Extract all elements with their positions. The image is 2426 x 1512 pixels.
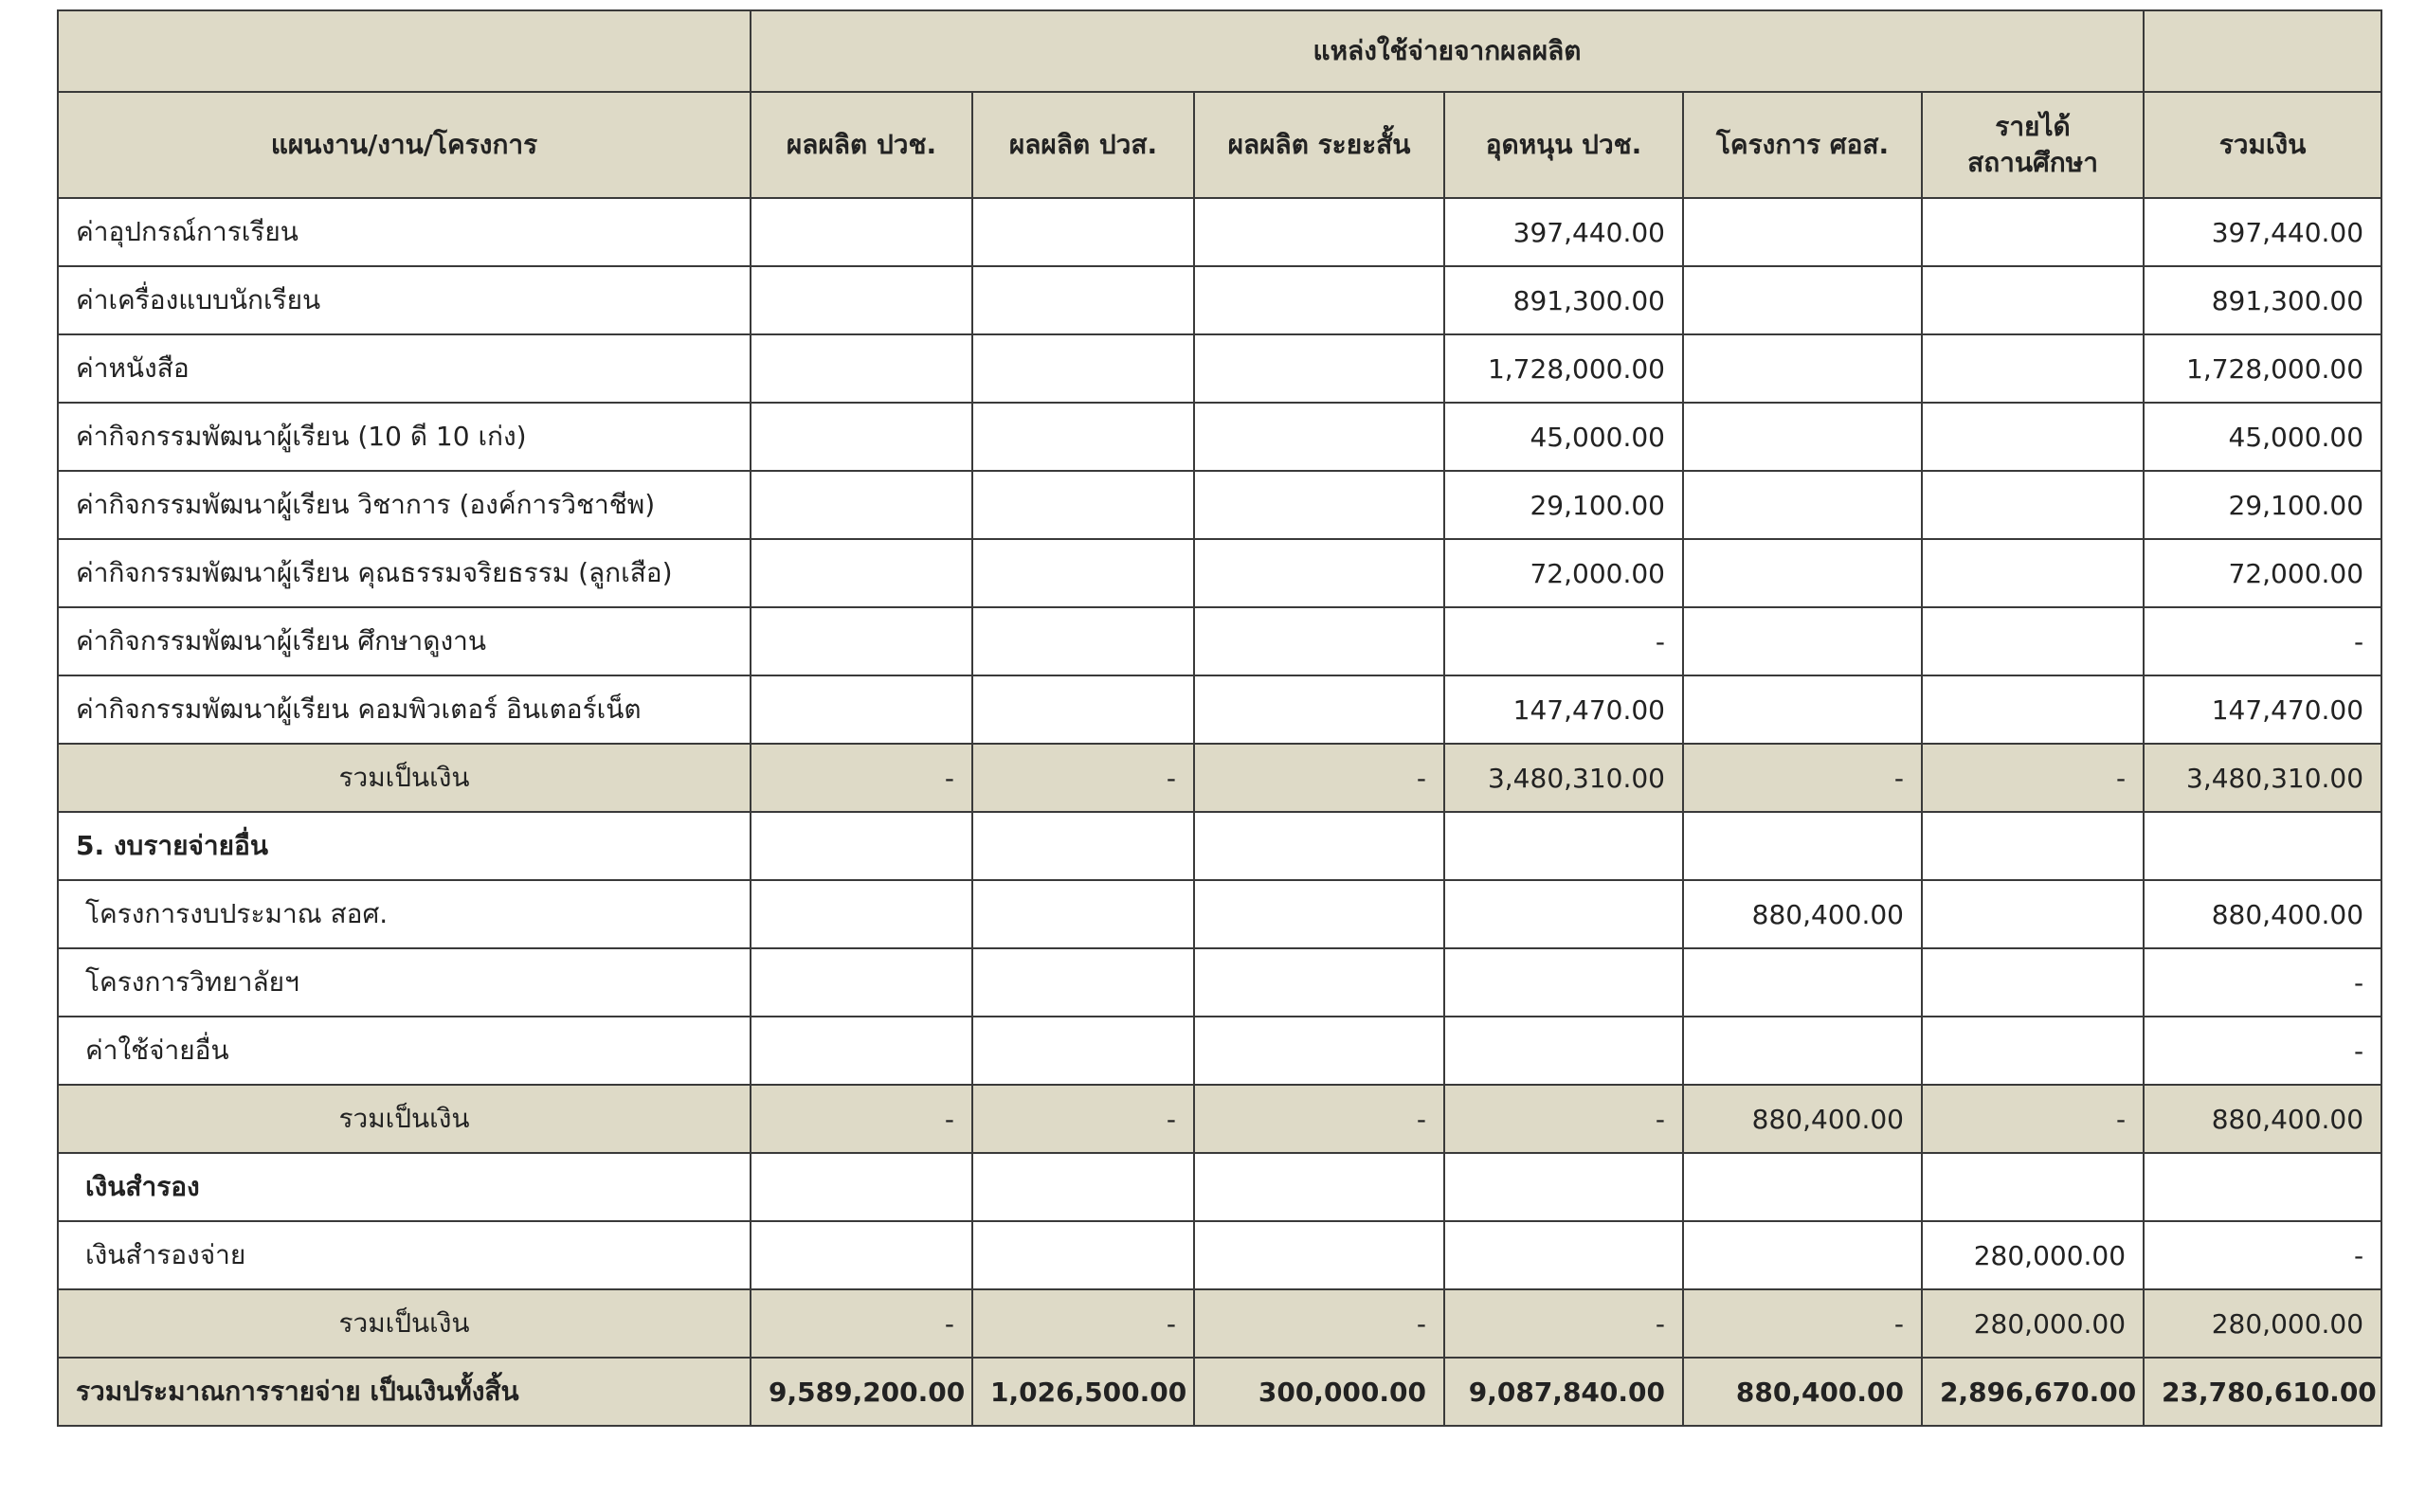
table-row: [58, 403, 2381, 471]
cell-income: [1922, 948, 2144, 1017]
cell-subsidy: 147,470.00: [1444, 675, 1683, 744]
row-label: โครงการงบประมาณ สอศ.: [58, 880, 751, 948]
header-col-pvc: ผลผลิต ปวช.: [751, 92, 972, 198]
header-col-short: ผลผลิต ระยะสั้น: [1194, 92, 1444, 198]
cell-short: [1194, 675, 1444, 744]
cell-total: 880,400.00: [2144, 880, 2381, 948]
header-col-income: [1922, 92, 2144, 198]
cell-subsidy: 9,087,840.00: [1444, 1358, 1683, 1426]
cell-subsidy: [1444, 948, 1683, 1017]
cell-pvs: [972, 198, 1194, 266]
cell-income: -: [1922, 1085, 2144, 1153]
row-label: ค่าหนังสือ: [58, 334, 751, 403]
cell-total: -: [2144, 1017, 2381, 1085]
cell-income: [1922, 1017, 2144, 1085]
cell-total: 147,470.00: [2144, 675, 2381, 744]
cell-income: 280,000.00: [1922, 1289, 2144, 1358]
table-row: [58, 334, 2381, 403]
subtotal-row: [58, 1085, 2381, 1153]
row-label: ค่าใช้จ่ายอื่น: [58, 1017, 751, 1085]
row-label: ค่าอุปกรณ์การเรียน: [58, 198, 751, 266]
row-label: ค่ากิจกรรมพัฒนาผู้เรียน (10 ดี 10 เก่ง): [58, 403, 751, 471]
cell-pvc: [751, 675, 972, 744]
cell-income: [1922, 539, 2144, 607]
subtotal-row: [58, 744, 2381, 812]
cell-pvc: 9,589,200.00: [751, 1358, 972, 1426]
table-row: [58, 1017, 2381, 1085]
cell-total: 1,728,000.00: [2144, 334, 2381, 403]
cell-project: [1683, 266, 1922, 334]
header-col-total: รวมเงิน: [2144, 92, 2381, 198]
cell-short: [1194, 880, 1444, 948]
cell-total: -: [2144, 607, 2381, 675]
cell-project: [1683, 539, 1922, 607]
cell-total: 23,780,610.00: [2144, 1358, 2381, 1426]
cell-pvs: [972, 812, 1194, 880]
row-label: ค่าเครื่องแบบนักเรียน: [58, 266, 751, 334]
cell-short: [1194, 403, 1444, 471]
cell-pvc: [751, 812, 972, 880]
cell-pvs: [972, 948, 1194, 1017]
cell-total: 72,000.00: [2144, 539, 2381, 607]
cell-pvs: [972, 471, 1194, 539]
cell-pvs: [972, 675, 1194, 744]
cell-pvc: [751, 607, 972, 675]
subtotal-row: [58, 1289, 2381, 1358]
row-label: รวมเป็นเงิน: [58, 744, 751, 812]
cell-pvc: [751, 1153, 972, 1221]
cell-total: 880,400.00: [2144, 1085, 2381, 1153]
header-row-top: [58, 10, 2381, 92]
cell-pvc: -: [751, 744, 972, 812]
cell-project: 880,400.00: [1683, 1358, 1922, 1426]
cell-income: [1922, 812, 2144, 880]
cell-total: [2144, 1153, 2381, 1221]
cell-project: [1683, 1221, 1922, 1289]
cell-income: [1922, 607, 2144, 675]
cell-income: [1922, 1153, 2144, 1221]
cell-project: [1683, 334, 1922, 403]
cell-income: [1922, 403, 2144, 471]
cell-project: [1683, 1017, 1922, 1085]
header-row-columns: [58, 92, 2381, 198]
cell-total: -: [2144, 948, 2381, 1017]
cell-income: [1922, 880, 2144, 948]
cell-pvc: [751, 266, 972, 334]
header-plan-col: แผนงาน/งาน/โครงการ: [58, 92, 751, 198]
cell-pvs: [972, 1017, 1194, 1085]
header-income-line1: รายได้: [1995, 111, 2071, 142]
cell-pvc: [751, 880, 972, 948]
cell-total: 397,440.00: [2144, 198, 2381, 266]
row-label: 5. งบรายจ่ายอื่น: [58, 812, 751, 880]
cell-total: 891,300.00: [2144, 266, 2381, 334]
cell-project: -: [1683, 744, 1922, 812]
cell-pvc: [751, 948, 972, 1017]
cell-subsidy: 29,100.00: [1444, 471, 1683, 539]
cell-subsidy: 891,300.00: [1444, 266, 1683, 334]
cell-pvs: [972, 607, 1194, 675]
header-group-title: แหล่งใช้จ่ายจากผลผลิต: [751, 10, 2144, 92]
grand-total-row: [58, 1358, 2381, 1426]
row-label: รวมเป็นเงิน: [58, 1289, 751, 1358]
table-row: [58, 607, 2381, 675]
header-col-project: โครงการ ศอส.: [1683, 92, 1922, 198]
cell-income: [1922, 198, 2144, 266]
cell-subsidy: 72,000.00: [1444, 539, 1683, 607]
cell-pvc: [751, 403, 972, 471]
cell-pvc: -: [751, 1289, 972, 1358]
cell-pvc: [751, 334, 972, 403]
cell-short: 300,000.00: [1194, 1358, 1444, 1426]
cell-income: 280,000.00: [1922, 1221, 2144, 1289]
cell-short: [1194, 1017, 1444, 1085]
cell-pvs: [972, 403, 1194, 471]
cell-project: 880,400.00: [1683, 880, 1922, 948]
cell-total: [2144, 812, 2381, 880]
table-row: [58, 1221, 2381, 1289]
cell-short: [1194, 1153, 1444, 1221]
cell-pvs: [972, 880, 1194, 948]
cell-total: 45,000.00: [2144, 403, 2381, 471]
cell-subsidy: -: [1444, 607, 1683, 675]
cell-project: [1683, 471, 1922, 539]
table-row: [58, 198, 2381, 266]
cell-pvs: 1,026,500.00: [972, 1358, 1194, 1426]
cell-short: -: [1194, 1289, 1444, 1358]
cell-income: [1922, 266, 2144, 334]
header-income-line2: สถานศึกษา: [1967, 147, 2098, 178]
table-row: [58, 880, 2381, 948]
table-row: [58, 675, 2381, 744]
cell-subsidy: [1444, 1221, 1683, 1289]
table-row: [58, 539, 2381, 607]
cell-short: -: [1194, 1085, 1444, 1153]
header-blank-cell: [2144, 10, 2381, 92]
cell-income: -: [1922, 744, 2144, 812]
row-label: ค่ากิจกรรมพัฒนาผู้เรียน ศึกษาดูงาน: [58, 607, 751, 675]
cell-subsidy: -: [1444, 1289, 1683, 1358]
cell-short: [1194, 471, 1444, 539]
header-col-subsidy: อุดหนุน ปวช.: [1444, 92, 1683, 198]
cell-income: [1922, 334, 2144, 403]
table-row: [58, 948, 2381, 1017]
cell-subsidy: [1444, 812, 1683, 880]
cell-short: [1194, 1221, 1444, 1289]
cell-subsidy: [1444, 1017, 1683, 1085]
cell-project: 880,400.00: [1683, 1085, 1922, 1153]
cell-project: [1683, 675, 1922, 744]
cell-subsidy: [1444, 880, 1683, 948]
cell-short: [1194, 539, 1444, 607]
header-blank-cell: [58, 10, 751, 92]
cell-income: [1922, 471, 2144, 539]
cell-pvc: [751, 198, 972, 266]
cell-project: -: [1683, 1289, 1922, 1358]
cell-subsidy: 3,480,310.00: [1444, 744, 1683, 812]
cell-project: [1683, 198, 1922, 266]
cell-pvs: [972, 539, 1194, 607]
row-label: รวมประมาณการรายจ่าย เป็นเงินทั้งสิ้น: [58, 1358, 751, 1426]
cell-pvs: [972, 1221, 1194, 1289]
cell-pvc: [751, 1221, 972, 1289]
row-label: เงินสำรอง: [58, 1153, 751, 1221]
cell-short: [1194, 266, 1444, 334]
cell-project: [1683, 1153, 1922, 1221]
header-col-pvs: ผลผลิต ปวส.: [972, 92, 1194, 198]
table-row: [58, 471, 2381, 539]
table-row: [58, 266, 2381, 334]
cell-total: 3,480,310.00: [2144, 744, 2381, 812]
cell-subsidy: 397,440.00: [1444, 198, 1683, 266]
cell-income: [1922, 675, 2144, 744]
table-body: [58, 198, 2381, 1426]
cell-subsidy: [1444, 1153, 1683, 1221]
cell-short: [1194, 607, 1444, 675]
cell-project: [1683, 607, 1922, 675]
cell-project: [1683, 812, 1922, 880]
row-label: ค่ากิจกรรมพัฒนาผู้เรียน วิชาการ (องค์การวิชาชีพ): [58, 471, 751, 539]
cell-pvs: -: [972, 744, 1194, 812]
cell-pvc: -: [751, 1085, 972, 1153]
budget-table: [57, 9, 2382, 1427]
cell-short: [1194, 198, 1444, 266]
cell-short: -: [1194, 744, 1444, 812]
cell-short: [1194, 334, 1444, 403]
row-label: เงินสำรองจ่าย: [58, 1221, 751, 1289]
section-header-row: [58, 1153, 2381, 1221]
cell-short: [1194, 812, 1444, 880]
cell-pvc: [751, 471, 972, 539]
section-header-row: [58, 812, 2381, 880]
cell-total: 29,100.00: [2144, 471, 2381, 539]
cell-total: 280,000.00: [2144, 1289, 2381, 1358]
cell-pvs: [972, 266, 1194, 334]
row-label: ค่ากิจกรรมพัฒนาผู้เรียน คอมพิวเตอร์ อินเตอร์เน็ต: [58, 675, 751, 744]
cell-pvc: [751, 539, 972, 607]
cell-pvs: [972, 334, 1194, 403]
cell-pvc: [751, 1017, 972, 1085]
cell-pvs: [972, 1153, 1194, 1221]
cell-pvs: -: [972, 1085, 1194, 1153]
cell-subsidy: -: [1444, 1085, 1683, 1153]
cell-subsidy: 1,728,000.00: [1444, 334, 1683, 403]
cell-project: [1683, 948, 1922, 1017]
row-label: โครงการวิทยาลัยฯ: [58, 948, 751, 1017]
cell-short: [1194, 948, 1444, 1017]
cell-pvs: -: [972, 1289, 1194, 1358]
cell-subsidy: 45,000.00: [1444, 403, 1683, 471]
row-label: รวมเป็นเงิน: [58, 1085, 751, 1153]
cell-total: -: [2144, 1221, 2381, 1289]
row-label: ค่ากิจกรรมพัฒนาผู้เรียน คุณธรรมจริยธรรม (ลูกเสือ): [58, 539, 751, 607]
cell-income: 2,896,670.00: [1922, 1358, 2144, 1426]
cell-project: [1683, 403, 1922, 471]
